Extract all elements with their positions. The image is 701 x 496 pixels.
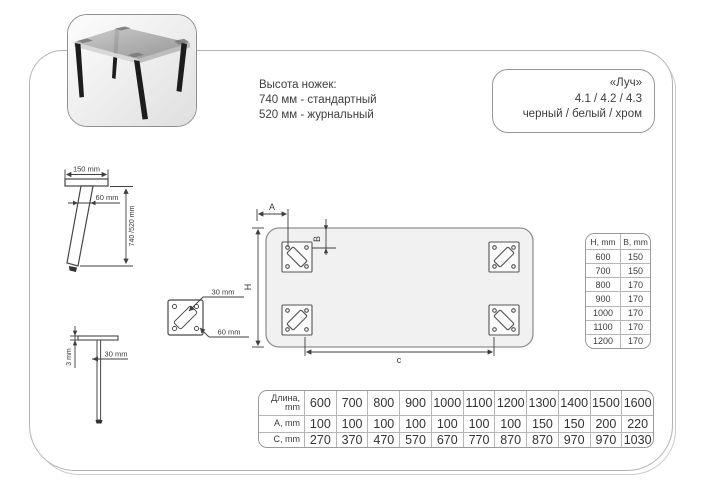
leg-dimension-drawings (40, 160, 250, 430)
a-row-label: A, mm (259, 415, 304, 432)
hb-cell: 170 (620, 277, 650, 291)
hb-cell: 170 (620, 291, 650, 305)
product-title: «Луч» (609, 77, 642, 89)
c-cell: 970 (558, 432, 590, 447)
a-cell: 100 (399, 415, 431, 432)
plate-slot-length-label: 60 mm (217, 327, 241, 337)
plate-top-right (489, 242, 519, 272)
a-cell: 220 (621, 415, 653, 432)
a-cell: 100 (463, 415, 495, 432)
product-colors: черный / белый / хром (522, 108, 642, 120)
a-cell: 100 (304, 415, 336, 432)
note-standard: 740 мм - стандартный (259, 94, 377, 106)
c-cell: 270 (304, 432, 336, 447)
hb-cell: 170 (620, 334, 650, 348)
length-dimensions-table (258, 390, 654, 448)
hb-cell: 900 (586, 291, 620, 305)
c-cell: 470 (367, 432, 399, 447)
note-title: Высота ножек: (259, 79, 337, 91)
c-cell: 870 (494, 432, 526, 447)
length-cell: 700 (336, 391, 368, 415)
c-cell: 670 (431, 432, 463, 447)
c-cell: 1030 (621, 432, 653, 447)
hb-cell: 170 (620, 306, 650, 320)
c-cell: 770 (463, 432, 495, 447)
hb-cell: 700 (586, 263, 620, 277)
c-cell: 370 (336, 432, 368, 447)
length-cell: 1400 (558, 391, 590, 415)
plan-c-label: c (396, 355, 402, 365)
hb-header-h: H, mm (590, 236, 616, 247)
length-cell: 1200 (494, 391, 526, 415)
length-cell: 600 (304, 391, 336, 415)
a-cell: 200 (590, 415, 622, 432)
hb-cell: 800 (586, 277, 620, 291)
plate-slot-width-label: 30 mm (211, 287, 235, 297)
hb-cell: 170 (620, 320, 650, 334)
side-plate-width-label: 150 mm (72, 164, 101, 174)
tabletop-plan-drawing (238, 196, 578, 371)
c-row-label: C, mm (259, 432, 304, 447)
side-leg-width-label: 60 mm (95, 193, 119, 202)
length-cell: 1500 (590, 391, 622, 415)
length-cell: 1100 (463, 391, 495, 415)
hb-cell: 1200 (586, 334, 620, 348)
hb-dimensions-table (585, 233, 651, 349)
plate-bottom-left (282, 305, 312, 335)
side-view-drawing (65, 170, 133, 273)
product-photo-box (67, 14, 197, 127)
length-cell: 1600 (621, 391, 653, 415)
a-cell: 100 (336, 415, 368, 432)
c-cell: 570 (399, 432, 431, 447)
a-cell: 150 (558, 415, 590, 432)
c-cell: 970 (590, 432, 622, 447)
plan-a-label: A (268, 202, 276, 212)
length-cell: 800 (367, 391, 399, 415)
a-cell: 100 (431, 415, 463, 432)
table-render-image (68, 15, 196, 126)
hb-cell: 1000 (586, 306, 620, 320)
c-cell: 870 (526, 432, 558, 447)
hb-cell: 150 (620, 263, 650, 277)
product-models: 4.1 / 4.2 / 4.3 (574, 92, 642, 105)
plate-bottom-right (489, 305, 519, 335)
length-cell: 1000 (431, 391, 463, 415)
leg-height-note (259, 78, 377, 123)
front-plate-thickness-label: 3 mm (66, 348, 73, 366)
a-cell: 100 (494, 415, 526, 432)
hb-cell: 600 (586, 249, 620, 263)
plate-top-left (282, 242, 312, 272)
side-height-label: 740 /520 mm (129, 205, 136, 247)
length-row-label: Длина, mm (271, 392, 300, 412)
plan-h-label: H (243, 283, 253, 291)
hb-header-b: B, mm (620, 234, 650, 249)
front-view-drawing (70, 326, 128, 424)
plan-b-label: B (312, 235, 322, 243)
a-cell: 100 (367, 415, 399, 432)
length-cell: 1300 (526, 391, 558, 415)
front-leg-width-label: 30 mm (104, 349, 128, 359)
hb-cell: 1100 (586, 320, 620, 334)
note-coffee: 520 мм - журнальный (259, 109, 374, 121)
product-info-box (492, 69, 655, 133)
length-cell: 900 (399, 391, 431, 415)
a-cell: 150 (526, 415, 558, 432)
hb-cell: 150 (620, 249, 650, 263)
